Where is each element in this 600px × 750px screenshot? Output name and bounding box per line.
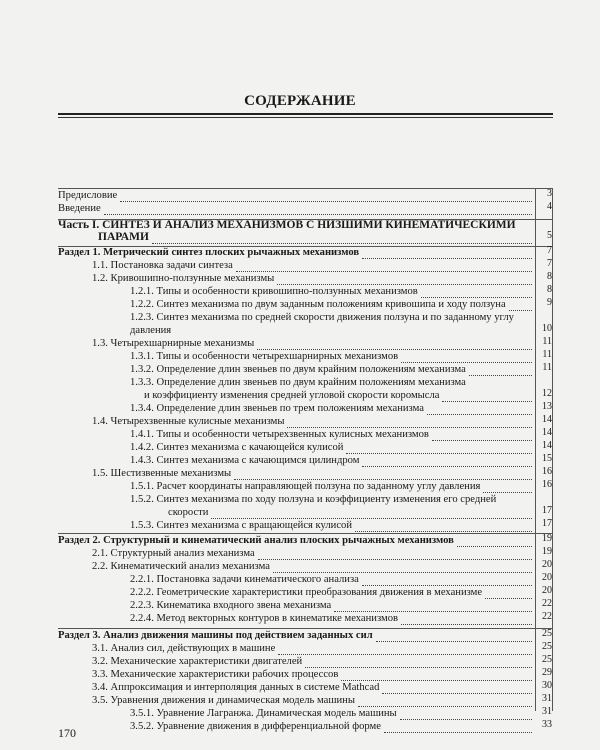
toc-entry-title: Часть I. СИНТЕЗ И АНАЛИЗ МЕХАНИЗМОВ С НИЗШИМИ КИНЕМАТИЧЕСКИМИ (58, 219, 516, 231)
dot-leader (442, 390, 532, 402)
toc-entry-title: 1.4.1. Типы и особенности четырехзвенных кулисных механизмов (130, 429, 429, 440)
toc-entry-page: 30 (542, 680, 552, 691)
dot-leader (234, 468, 532, 480)
toc-entry-page: 14 (542, 414, 552, 425)
toc-entry-title: 1.3.1. Типы и особенности четырехшарнирных механизмов (130, 351, 399, 362)
heading-rule (58, 113, 553, 115)
toc-entry-title: 2.1. Структурный анализ механизма (92, 548, 255, 559)
dot-leader (258, 548, 532, 560)
toc-entry-page: 20 (542, 585, 552, 596)
toc-entry-page: 4 (547, 201, 552, 212)
dot-leader (278, 643, 532, 655)
toc-entry-title: давления (130, 325, 172, 336)
toc-entry-page: 7 (547, 258, 552, 269)
dot-leader (384, 721, 532, 733)
section-rule (58, 533, 553, 534)
toc-entry-title: и коэффициенту изменения средней угловой скорости коромысла (144, 390, 440, 401)
dot-leader (341, 669, 532, 681)
dot-leader (421, 286, 532, 298)
toc-entry-title: 3.5.1. Уравнение Лагранжа. Динамическая модель машины (130, 708, 397, 719)
toc-entry-page: 13 (542, 401, 552, 412)
toc-entry-title: 2.2.1. Постановка задачи кинематического анализа (130, 574, 359, 585)
dot-leader (382, 682, 532, 694)
toc-entry-page: 19 (542, 533, 552, 544)
toc-entry-title: Раздел 1. Метрический синтез плоских рычажных механизмов (58, 247, 360, 258)
right-border (552, 188, 553, 711)
toc-entry-page: 16 (542, 466, 552, 477)
toc-entry-title: 1.4. Четырехзвенные кулисные механизмы (92, 416, 285, 427)
toc-entry-page: 15 (542, 453, 552, 464)
dot-leader (432, 429, 532, 441)
dot-leader (457, 535, 532, 547)
toc-entry-page: 20 (542, 572, 552, 583)
dot-leader (376, 630, 532, 642)
dot-leader (483, 481, 532, 493)
toc-entry-page: 3 (547, 188, 552, 199)
toc-entry-page: 11 (542, 349, 552, 360)
toc-entry-page: 19 (542, 546, 552, 557)
toc-entry-title: 1.2.1. Типы и особенности кривошипно-ползунных механизмов (130, 286, 418, 297)
toc-entry-page: 17 (542, 505, 552, 516)
dot-leader (355, 520, 532, 532)
toc-entry-title: 1.5.1. Расчет координаты направляющей ползуна по заданному углу давления (130, 481, 481, 492)
toc-entry-page: 25 (542, 628, 552, 639)
toc-entry-page: 5 (547, 230, 552, 241)
toc-entry-title: 1.1. Постановка задачи синтеза (92, 260, 233, 271)
toc-entry-title: 1.5.2. Синтез механизма по ходу ползуна и коэффициенту изменения его средней (130, 494, 497, 505)
toc-entry-title: 2.2.3. Кинематика входного звена механизма (130, 600, 332, 611)
toc-entry-title: 2.2.2. Геометрические характеристики преобразования движения в механизме (130, 587, 483, 598)
toc-entry-title: 1.2.3. Синтез механизма по средней скорости движения ползуна и по заданному углу (130, 312, 514, 323)
dot-leader (362, 574, 532, 586)
toc-entry-page: 16 (542, 479, 552, 490)
toc-entry-page: 14 (542, 440, 552, 451)
toc-entry-page: 8 (547, 284, 552, 295)
dot-leader (346, 442, 532, 454)
dot-leader (401, 351, 532, 363)
toc-entry-page: 22 (542, 611, 552, 622)
dot-leader (485, 587, 532, 599)
toc-entry-title: ПАРАМИ (98, 231, 149, 243)
toc-entry-title: 3.5.2. Уравнение движения в дифференциальной форме (130, 721, 381, 732)
toc-entry-page: 17 (542, 518, 552, 529)
toc-entry-title: 3.5. Уравнения движения и динамическая модель машины (92, 695, 355, 706)
dot-leader (273, 561, 532, 573)
dot-leader (211, 507, 532, 519)
toc-entry-page: 14 (542, 427, 552, 438)
toc-entry-title: 3.4. Аппроксимация и интерполяция данных в системе Mathcad (92, 682, 380, 693)
dot-leader (400, 708, 532, 720)
dot-leader (362, 247, 532, 259)
dot-leader (152, 232, 532, 244)
dot-leader (427, 403, 532, 415)
toc-entry-title: 1.4.3. Синтез механизма с качающимся цилиндром (130, 455, 360, 466)
dot-leader (257, 338, 532, 350)
toc-entry-page: 31 (542, 706, 552, 717)
toc-entry-page: 8 (547, 271, 552, 282)
toc-entry-title: Введение (58, 203, 101, 214)
dot-leader (305, 656, 532, 668)
toc-entry-title: 1.5.3. Синтез механизма с вращающейся кулисой (130, 520, 352, 531)
toc-entry-title: Раздел 3. Анализ движения машины под действием заданных сил (58, 630, 373, 641)
dot-leader (334, 600, 532, 612)
section-rule (58, 628, 553, 629)
dot-leader (287, 416, 532, 428)
toc-entry-page: 31 (542, 693, 552, 704)
toc-entry-title: 3.1. Анализ сил, действующих в машине (92, 643, 276, 654)
toc-entry-page: 20 (542, 559, 552, 570)
toc-entry-title: Раздел 2. Структурный и кинематический анализ плоских рычажных механизмов (58, 535, 454, 546)
toc-entry-page: 11 (542, 336, 552, 347)
dot-leader (509, 299, 532, 311)
toc-entry-page: 25 (542, 641, 552, 652)
dot-leader (236, 260, 532, 272)
dot-leader (469, 364, 532, 376)
toc-entry-page: 12 (542, 388, 552, 399)
toc-entry-page: 33 (542, 719, 552, 730)
toc-entry-title: 1.3.2. Определение длин звеньев по двум крайним положениям механизма (130, 364, 466, 375)
dot-leader (104, 203, 532, 215)
toc-entry-title: 3.2. Механические характеристики двигателей (92, 656, 303, 667)
toc-entry-page: 9 (547, 297, 552, 308)
contents-heading: СОДЕРЖАНИЕ (244, 93, 356, 109)
toc-entry-title: 1.5. Шестизвенные механизмы (92, 468, 232, 479)
dot-leader (358, 695, 532, 707)
toc-entry-page: 25 (542, 654, 552, 665)
toc-entry-title: Предисловие (58, 190, 118, 201)
section-rule (58, 188, 553, 189)
dot-leader (120, 190, 532, 202)
toc-entry-title: 1.3.4. Определение длин звеньев по трем положениям механизма (130, 403, 424, 414)
toc-entry-page: 11 (542, 362, 552, 373)
toc-entry-title: скорости (168, 507, 209, 518)
toc-entry-title: 3.3. Механические характеристики рабочих процессов (92, 669, 339, 680)
toc-entry-title: 2.2. Кинематический анализ механизма (92, 561, 270, 572)
toc-entry-title: 1.3.3. Определение длин звеньев по двум крайним положениям механизма (130, 377, 466, 388)
toc-entry-title: 1.2.2. Синтез механизма по двум заданным положениям кривошипа и ходу ползуна (130, 299, 506, 310)
toc-entry-page: 22 (542, 598, 552, 609)
page-number: 170 (58, 726, 76, 740)
toc-entry-title: 1.3. Четырехшарнирные механизмы (92, 338, 255, 349)
toc-entry-title: 2.2.4. Метод векторных контуров в кинематике механизмов (130, 613, 398, 624)
heading-rule-thin (58, 117, 553, 118)
dot-leader (362, 455, 532, 467)
toc-entry-title: 1.2. Кривошипно-ползунные механизмы (92, 273, 275, 284)
toc-entry-page: 29 (542, 667, 552, 678)
dot-leader (401, 613, 532, 625)
toc-entry-page: 7 (547, 245, 552, 256)
table-of-contents (58, 188, 553, 732)
toc-entry-title: 1.4.2. Синтез механизма с качающейся кулисой (130, 442, 344, 453)
dot-leader (277, 273, 532, 285)
toc-entry-page: 10 (542, 323, 552, 334)
